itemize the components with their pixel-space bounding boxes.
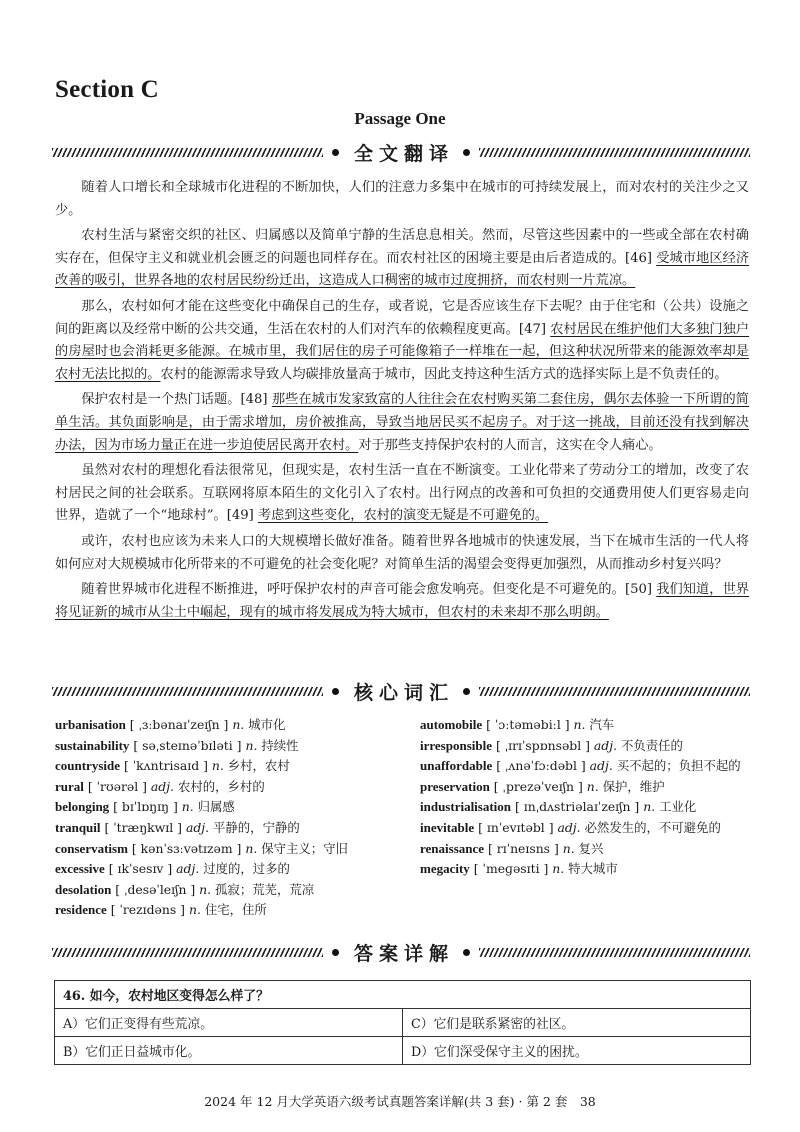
- answer-sentence-47: 农村居民在维护他们大多独门独户的房屋时也会消耗更多能源。在城市里，我们居住的房子可能像箱子一样堆在一起，但这种状况所带来的能源效率却是农村无法比拟的。: [55, 321, 750, 382]
- vocab-ipa: [ ɪnˌdʌstriəlaɪˈzeɪʃn ]: [514, 799, 640, 815]
- bullet-icon: [332, 149, 339, 156]
- banner-hatch-left: [52, 948, 323, 957]
- answer-sentence-49: 考虑到这些变化，农村的演变无疑是不可避免的。: [258, 508, 549, 524]
- paragraph: [55, 531, 749, 576]
- vocab-pos: n.: [586, 778, 599, 794]
- bullet-icon: [332, 688, 339, 695]
- vocab-meaning: 保守主义；守旧: [261, 840, 348, 856]
- vocab-word: countryside: [55, 758, 120, 774]
- vocabulary-heading: 核心词汇: [354, 681, 455, 704]
- vocab-pos: n.: [181, 799, 194, 815]
- paragraph: [55, 296, 749, 386]
- vocab-entry: [420, 736, 750, 757]
- vocab-ipa: [ ˌʌnəˈfɔːdəbl ]: [496, 758, 586, 774]
- vocab-meaning: 孤寂；荒芜，荒凉: [215, 881, 315, 897]
- vocab-pos: adj.: [557, 819, 581, 835]
- question-marker: [47]: [518, 321, 551, 337]
- vocab-pos: adj.: [185, 819, 210, 835]
- vocab-entry: [55, 900, 385, 921]
- text-run: 对于那些支持保护农村的人而言，这实在令人痛心。: [358, 437, 662, 453]
- vocabulary-column-left: [55, 715, 385, 921]
- vocab-meaning: 乡村，农村: [227, 758, 290, 774]
- vocab-entry: [55, 818, 385, 839]
- vocab-pos: adj.: [593, 737, 618, 753]
- vocab-meaning: 城市化: [248, 717, 286, 732]
- passage-title: Passage One: [354, 109, 446, 128]
- vocab-meaning: 保护，维护: [602, 778, 665, 794]
- table-row: [55, 1009, 751, 1037]
- vocab-entry: [420, 777, 750, 798]
- vocab-entry: [55, 736, 385, 757]
- vocab-meaning: 复兴: [578, 840, 604, 856]
- vocab-pos: adj.: [176, 861, 200, 877]
- vocab-meaning: 过度的，过多的: [203, 861, 290, 877]
- vocab-meaning: 工业化: [659, 799, 697, 815]
- vocab-ipa: [ ˈtræŋkwɪl ]: [104, 819, 182, 835]
- vocab-entry: [55, 880, 385, 901]
- vocab-ipa: [ ˈkʌntrisaɪd ]: [123, 758, 208, 774]
- vocab-meaning: 平静的，宁静的: [213, 819, 300, 835]
- option-b: B）它们正日益城市化。: [55, 1037, 403, 1065]
- vocab-pos: n.: [245, 737, 258, 753]
- table-row: [55, 981, 751, 1009]
- question-marker: [49]: [226, 508, 258, 524]
- answer-sentence-48: 那些在城市发家致富的人往往会在农村购买第二套住房，偶尔去体验一下所谓的简单生活。其负面影响是，由于需求增加，房价被推高，导致当地居民买不起房子。对于这一挑战，目前还没有找到解决办法，因为市场力量正在进一步迫使居民离开农村。: [55, 392, 749, 453]
- vocab-word: sustainability: [55, 737, 130, 753]
- vocab-entry: [420, 715, 750, 736]
- vocab-word: belonging: [55, 799, 110, 815]
- vocab-pos: n.: [199, 881, 212, 897]
- option-a: A）它们正变得有些荒凉。: [55, 1009, 403, 1037]
- vocab-ipa: [ ˈrezɪdəns ]: [110, 902, 186, 918]
- banner-hatch-right: [479, 148, 750, 157]
- vocab-meaning: 归属感: [197, 799, 235, 815]
- vocab-word: tranquil: [55, 819, 101, 835]
- vocab-entry: [55, 859, 385, 880]
- banner-hatch-right: [479, 687, 750, 696]
- paragraph: [55, 177, 749, 222]
- question-46-table: [54, 980, 751, 1065]
- answers-banner: [52, 939, 750, 965]
- vocab-ipa: [ ɪnˈevɪtəbl ]: [478, 819, 554, 835]
- vocab-entry: [420, 818, 750, 839]
- translation-heading: 全文翻译: [354, 142, 455, 165]
- vocab-word: rural: [55, 778, 84, 794]
- vocab-pos: n.: [573, 717, 586, 732]
- vocab-word: preservation: [420, 778, 490, 794]
- page-footer: 2024 年 12 月大学英语六级考试真题答案详解(共 3 套) · 第 2 套 38: [204, 1094, 596, 1109]
- vocab-pos: n.: [211, 758, 224, 774]
- vocab-ipa: [ ˌdesəˈleɪʃn ]: [115, 881, 196, 897]
- vocab-ipa: [ ˈɔːtəməbiːl ]: [486, 717, 570, 732]
- vocab-ipa: [ səˌsteɪnəˈbɪləti ]: [133, 737, 242, 753]
- vocab-pos: n.: [562, 840, 575, 856]
- vocab-word: unaffordable: [420, 758, 493, 774]
- banner-hatch-left: [52, 148, 323, 157]
- question-marker: [46]: [624, 250, 657, 266]
- vocab-meaning: 买不起的；负担不起的: [616, 758, 741, 774]
- vocab-word: excessive: [55, 861, 105, 877]
- vocab-ipa: [ ˈrʊərəl ]: [87, 778, 147, 794]
- vocab-word: conservatism: [55, 840, 128, 856]
- vocab-ipa: [ ˌprezəˈveɪʃn ]: [493, 778, 583, 794]
- text-run: 农村的能源需求导致人均碳排放量高于城市，因此支持这种生活方式的选择实际上是不负责任的。: [160, 366, 728, 382]
- section-title: Section C: [55, 76, 159, 103]
- vocab-meaning: 必然发生的，不可避免的: [584, 819, 721, 835]
- vocab-meaning: 持续性: [261, 737, 299, 753]
- vocab-word: urbanisation: [55, 717, 126, 732]
- option-d: D）它们深受保守主义的困扰。: [403, 1037, 751, 1065]
- vocab-entry: [420, 839, 750, 860]
- vocab-entry: [55, 839, 385, 860]
- vocab-entry: [55, 777, 385, 798]
- vocab-ipa: [ kənˈsɜːvətɪzəm ]: [131, 840, 242, 856]
- vocab-pos: adj.: [150, 778, 175, 794]
- vocab-ipa: [ ˈmeɡəsɪti ]: [473, 861, 549, 877]
- vocab-meaning: 农村的，乡村的: [177, 778, 265, 794]
- vocab-ipa: [ ɪkˈsesɪv ]: [108, 861, 173, 877]
- vocab-meaning: 汽车: [589, 717, 615, 732]
- vocab-word: desolation: [55, 881, 112, 897]
- question-marker: [50]: [624, 582, 657, 598]
- vocab-word: megacity: [420, 861, 470, 877]
- vocab-ipa: [ rɪˈneɪsns ]: [488, 840, 559, 856]
- text-run: 或许，农村也应该为未来人口的大规模增长做好准备。随着世界各地城市的快速发展，当下在城市生活的一代人将如何应对大规模城市化所带来的不可避免的社会变化呢？对简单生活的渴望会变得更加强烈，从而推动乡村复兴吗？: [55, 533, 749, 572]
- question-stem: 46. 如今，农村地区变得怎么样了？: [55, 981, 751, 1009]
- vocab-entry: [55, 756, 385, 777]
- text-run: 那么，农村如何才能在这些变化中确保自己的生存，或者说，它是否应该生存下去呢？由于住宅和（公共）设施之间的距离以及经常中断的公共交通，生活在农村的人们对汽车的依赖程度更高。: [55, 298, 749, 337]
- answers-heading: 答案详解: [354, 942, 455, 965]
- vocab-word: renaissance: [420, 840, 485, 856]
- text-run: 农村生活与紧密交织的社区、归属感以及简单宁静的生活息息相关。然而，尽管这些因素中的一些或全部在农村确实存在，但保守主义和就业机会匮乏的问题也同样存在。而农村社区的困境主要是由后者造成的。: [55, 228, 749, 266]
- vocab-entry: [420, 756, 750, 777]
- bullet-icon: [463, 149, 470, 156]
- vocab-ipa: [ bɪˈlɒŋɪŋ ]: [113, 799, 178, 815]
- vocab-pos: n.: [232, 717, 245, 732]
- bullet-icon: [463, 688, 470, 695]
- option-c: C）它们是联系紧密的社区。: [403, 1009, 751, 1037]
- text-run: 虽然对农村的理想化看法很常见，但现实是，农村生活一直在不断演变。工业化带来了劳动分工的增加，改变了农村居民之间的社会联系。互联网将原本陌生的文化引入了农村。出行网点的改善和可负担的交通费用使人们更容易走向世界，造就了一个“地球村”。: [55, 463, 749, 524]
- paragraph: [55, 460, 749, 528]
- bullet-icon: [463, 949, 470, 956]
- vocab-entry: [55, 715, 385, 736]
- translation-body: [55, 177, 749, 624]
- vocab-word: industrialisation: [420, 799, 512, 815]
- banner-hatch-left: [52, 687, 323, 696]
- vocab-word: residence: [55, 902, 107, 918]
- vocab-word: irresponsible: [420, 737, 492, 753]
- bullet-icon: [332, 949, 339, 956]
- vocab-meaning: 住宅，住所: [204, 902, 267, 918]
- translation-banner: [52, 139, 750, 165]
- vocabulary-banner: [52, 678, 750, 704]
- vocab-word: inevitable: [420, 819, 475, 835]
- vocab-entry: [55, 797, 385, 818]
- paragraph: [55, 389, 749, 457]
- vocab-entry: [420, 797, 750, 818]
- text-run: 保护农村是一个热门话题。[48]: [81, 392, 272, 408]
- vocab-pos: n.: [188, 902, 201, 918]
- vocab-ipa: [ ˌɪrɪˈspɒnsəbl ]: [495, 737, 590, 753]
- table-row: [55, 1037, 751, 1065]
- answer-sentence-50: 我们知道，世界将见证新的城市从尘土中崛起，现有的城市将发展成为特大城市，但农村的未来却不那么明朗。: [55, 582, 750, 620]
- vocab-pos: n.: [552, 861, 565, 877]
- vocabulary-column-right: [420, 715, 750, 880]
- vocab-ipa: [ ˌɜːbənaɪˈzeɪʃn ]: [129, 717, 229, 732]
- vocab-pos: n.: [245, 840, 258, 856]
- vocab-entry: [420, 859, 750, 880]
- vocab-meaning: 特大城市: [568, 861, 618, 877]
- text-run: 随着人口增长和全球城市化进程的不断加快，人们的注意力多集中在城市的可持续发展上，而对农村的关注少之又少。: [55, 180, 749, 218]
- text-run: 随着世界城市化进程不断推进，呼吁保护农村的声音可能会愈发响亮。但变化是不可避免的。: [81, 582, 625, 598]
- paragraph: [55, 225, 749, 293]
- vocab-meaning: 不负责任的: [620, 737, 683, 753]
- answer-sentence-46: 受城市地区经济改善的吸引，世界各地的农村居民纷纷迁出，这造成人口稠密的城市过度拥挤，而农村则一片荒凉。: [55, 250, 750, 289]
- paragraph: [55, 579, 749, 624]
- vocab-pos: n.: [643, 799, 656, 815]
- vocab-pos: adj.: [589, 758, 613, 774]
- vocab-word: automobile: [420, 717, 483, 732]
- banner-hatch-right: [479, 948, 750, 957]
